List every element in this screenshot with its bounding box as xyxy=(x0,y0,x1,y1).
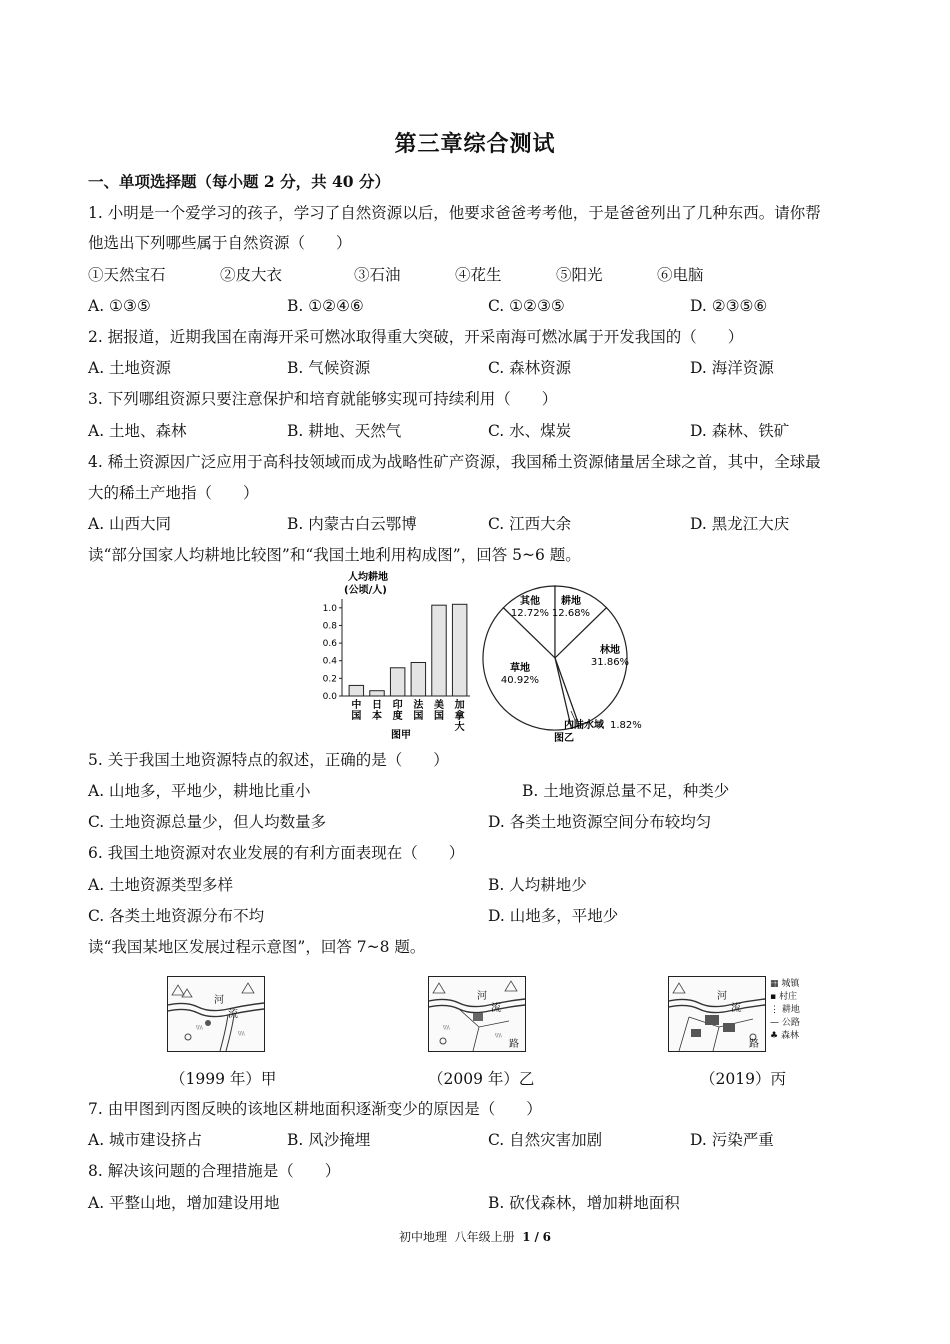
pie-chart-caption: 图乙 xyxy=(554,733,574,744)
q7-option-b: B. 风沙掩埋 xyxy=(287,1131,371,1149)
legend-road: — 公路 xyxy=(770,1018,800,1028)
q1-item: ②皮大衣 xyxy=(220,266,283,284)
map-caption-1999: （1999 年）甲 xyxy=(170,1070,277,1088)
q1-option-c: C. ①②③⑤ xyxy=(488,297,565,315)
river-label: 流 xyxy=(228,1009,238,1020)
bar-category-label: 本 xyxy=(372,711,382,722)
q4-option-b: B. 内蒙古白云鄂博 xyxy=(287,515,417,533)
q3-option-d: D. 森林、铁矿 xyxy=(690,422,790,440)
legend-farmland: ⋮ 耕地 xyxy=(770,1005,800,1015)
q6-option-b: B. 人均耕地少 xyxy=(488,876,587,894)
section-heading: 一、单项选择题（每小题 2 分，共 40 分） xyxy=(88,172,390,191)
q8-option-b: B. 砍伐森林，增加耕地面积 xyxy=(488,1194,680,1212)
q1-item: ⑤阳光 xyxy=(556,266,603,284)
bar-ytick-label: 0.2 xyxy=(322,674,337,685)
q4-option-d: D. 黑龙江大庆 xyxy=(690,515,790,533)
q6-option-a: A. 土地资源类型多样 xyxy=(88,876,234,894)
q7-stem: 7. 由甲图到丙图反映的该地区耕地面积逐渐变少的原因是（ ） xyxy=(88,1100,542,1118)
bar-category-label: 度 xyxy=(392,711,403,722)
river-label: 流 xyxy=(731,1003,741,1014)
q7-option-d: D. 污染严重 xyxy=(690,1131,774,1149)
pie-value-forest: 31.86% xyxy=(590,657,630,668)
pie-value-grassland: 40.92% xyxy=(500,675,540,686)
footer-total: 6 xyxy=(542,1230,552,1244)
q3-option-b: B. 耕地、天然气 xyxy=(287,422,402,440)
footer-grade: 八年级上册 xyxy=(454,1230,515,1244)
road-label: 路 xyxy=(509,1039,519,1050)
bar-ytick-label: 0.4 xyxy=(322,656,337,667)
river-label: 河 xyxy=(214,995,224,1006)
legend-town: ▦ 城镇 xyxy=(770,979,800,989)
q1-item: ③石油 xyxy=(354,266,401,284)
q4-stem-line2: 大的稀土产地指（ ） xyxy=(88,484,259,502)
bar-ytick-label: 1.0 xyxy=(322,603,337,614)
bar-mark xyxy=(390,668,404,696)
q5-option-b: B. 土地资源总量不足，种类少 xyxy=(522,782,730,800)
pie-label-cropland: 耕地 xyxy=(561,596,581,607)
bar-chart-caption: 图甲 xyxy=(391,730,411,741)
q4-option-c: C. 江西大余 xyxy=(488,515,572,533)
road-icon: — xyxy=(770,1018,779,1028)
per-capita-farmland-bar-chart xyxy=(300,568,480,743)
q8-option-a: A. 平整山地，增加建设用地 xyxy=(88,1194,280,1212)
bar-category-label: 国 xyxy=(434,711,444,722)
pie-label-inland-water: 内陆水域 xyxy=(564,720,604,731)
bar-mark xyxy=(411,662,425,696)
q5-option-d: D. 各类土地资源空间分布较均匀 xyxy=(488,813,712,831)
pie-label-grassland: 草地 xyxy=(510,663,530,674)
pie-label-forest: 林地 xyxy=(600,645,620,656)
q2-option-a: A. 土地资源 xyxy=(88,359,172,377)
pie-value-other: 12.72% xyxy=(510,608,550,619)
footer-page: 1 xyxy=(522,1230,531,1244)
q1-stem-line1: 1. 小明是一个爱学习的孩子，学习了自然资源以后，他要求爸爸考考他，于是爸爸列出了几种东西。请你帮 xyxy=(88,204,821,222)
q6-option-d: D. 山地多，平地少 xyxy=(488,907,619,925)
bar-category-label: 中 xyxy=(351,700,362,711)
footer-subject: 初中地理 xyxy=(398,1230,447,1244)
bar-category-label: 加 xyxy=(454,700,465,711)
reading-prompt-1: 读“部分国家人均耕地比较图”和“我国土地利用构成图”，回答 5~6 题。 xyxy=(88,546,581,564)
svg-text:\\\\: \\\\ xyxy=(443,1025,450,1031)
bar-category-label: 美 xyxy=(434,700,444,711)
q4-option-a: A. 山西大同 xyxy=(88,515,172,533)
bar-mark xyxy=(349,685,363,696)
q7-option-c: C. 自然灾害加剧 xyxy=(488,1131,603,1149)
bar-category-label: 法 xyxy=(413,700,424,711)
q7-option-a: A. 城市建设挤占 xyxy=(88,1131,203,1149)
bar-mark xyxy=(370,691,384,696)
land-use-pie-chart xyxy=(475,583,650,748)
river-label: 河 xyxy=(717,991,727,1002)
bar-category-label: 拿 xyxy=(454,711,465,722)
river-label: 流 xyxy=(491,1003,501,1014)
bar-category-label: 日 xyxy=(372,700,382,711)
q1-item: ⑥电脑 xyxy=(657,266,704,284)
bar-chart-ylabel-line1: 人均耕地 xyxy=(348,572,388,583)
q6-stem: 6. 我国土地资源对农业发展的有利方面表现在（ ） xyxy=(88,844,465,862)
bar-ytick-label: 0.0 xyxy=(322,692,337,702)
q1-option-b: B. ①②④⑥ xyxy=(287,297,364,315)
q5-option-c: C. 土地资源总量少，但人均数量多 xyxy=(88,813,327,831)
q3-option-c: C. 水、煤炭 xyxy=(488,422,572,440)
q6-option-c: C. 各类土地资源分布不均 xyxy=(88,907,265,925)
q1-option-d: D. ②③⑤⑥ xyxy=(690,297,768,315)
page-footer xyxy=(0,1228,950,1245)
river-label: 河 xyxy=(477,991,487,1002)
map-2009 xyxy=(428,976,526,1052)
legend-forest: ♣ 森林 xyxy=(770,1031,799,1041)
pie-value-inland-water: 1.82% xyxy=(610,720,642,731)
bar-category-label: 印 xyxy=(392,700,403,711)
reading-prompt-2: 读“我国某地区发展过程示意图”，回答 7~8 题。 xyxy=(88,938,426,956)
q1-item: ④花生 xyxy=(455,266,502,284)
q5-option-a: A. 山地多，平地少，耕地比重小 xyxy=(88,782,311,800)
q2-stem: 2. 据报道，近期我国在南海开采可燃冰取得重大突破，开采南海可燃冰属于开发我国的（ ） xyxy=(88,328,744,346)
bar-mark xyxy=(432,605,446,696)
q3-option-a: A. 土地、森林 xyxy=(88,422,187,440)
q1-option-a: A. ①③⑤ xyxy=(88,297,151,315)
pie-label-other: 其他 xyxy=(520,596,540,607)
village-icon: ▪ xyxy=(770,992,777,1002)
q2-option-d: D. 海洋资源 xyxy=(690,359,774,377)
legend-village: ▪ 村庄 xyxy=(770,992,797,1002)
bar-ytick-label: 0.6 xyxy=(322,639,337,650)
road-label: 路 xyxy=(749,1039,759,1050)
bar-chart-ylabel-line2: (公顷/人) xyxy=(344,585,387,596)
tree-icon: ♣ xyxy=(770,1031,779,1041)
q5-stem: 5. 关于我国土地资源特点的叙述，正确的是（ ） xyxy=(88,751,449,769)
footer-sep: / xyxy=(534,1230,539,1244)
map-caption-2009: （2009 年）乙 xyxy=(428,1070,535,1088)
bar-mark xyxy=(452,604,466,696)
bar-category-label: 国 xyxy=(413,711,424,722)
q1-item: ①天然宝石 xyxy=(88,266,166,284)
map-caption-2019: （2019）丙 xyxy=(700,1070,786,1088)
svg-text:\\\\: \\\\ xyxy=(238,1031,245,1037)
map-1999 xyxy=(167,976,265,1052)
q2-option-b: B. 气候资源 xyxy=(287,359,371,377)
map-2019 xyxy=(668,976,766,1052)
q8-stem: 8. 解决该问题的合理措施是（ ） xyxy=(88,1162,341,1180)
q4-stem-line1: 4. 稀土资源因广泛应用于高科技领域而成为战略性矿产资源，我国稀土资源储量居全球之首，其中，全球最 xyxy=(88,453,821,471)
bar-category-label: 国 xyxy=(351,711,362,722)
svg-text:\\\\: \\\\ xyxy=(495,1033,502,1039)
bar-ytick-label: 0.8 xyxy=(322,621,337,632)
town-icon: ▦ xyxy=(770,979,779,989)
map-legend xyxy=(770,978,800,1043)
q3-stem: 3. 下列哪组资源只要注意保护和培育就能够实现可持续利用（ ） xyxy=(88,390,558,408)
farmland-icon: ⋮ xyxy=(770,1005,779,1015)
pie-value-cropland: 12.68% xyxy=(551,608,591,619)
bar-category-label: 大 xyxy=(454,722,465,733)
svg-text:\\\\: \\\\ xyxy=(196,1025,203,1031)
page-title: 第三章综合测试 xyxy=(394,131,556,157)
q2-option-c: C. 森林资源 xyxy=(488,359,572,377)
q1-stem-line2: 他选出下列哪些属于自然资源（ ） xyxy=(88,234,352,252)
